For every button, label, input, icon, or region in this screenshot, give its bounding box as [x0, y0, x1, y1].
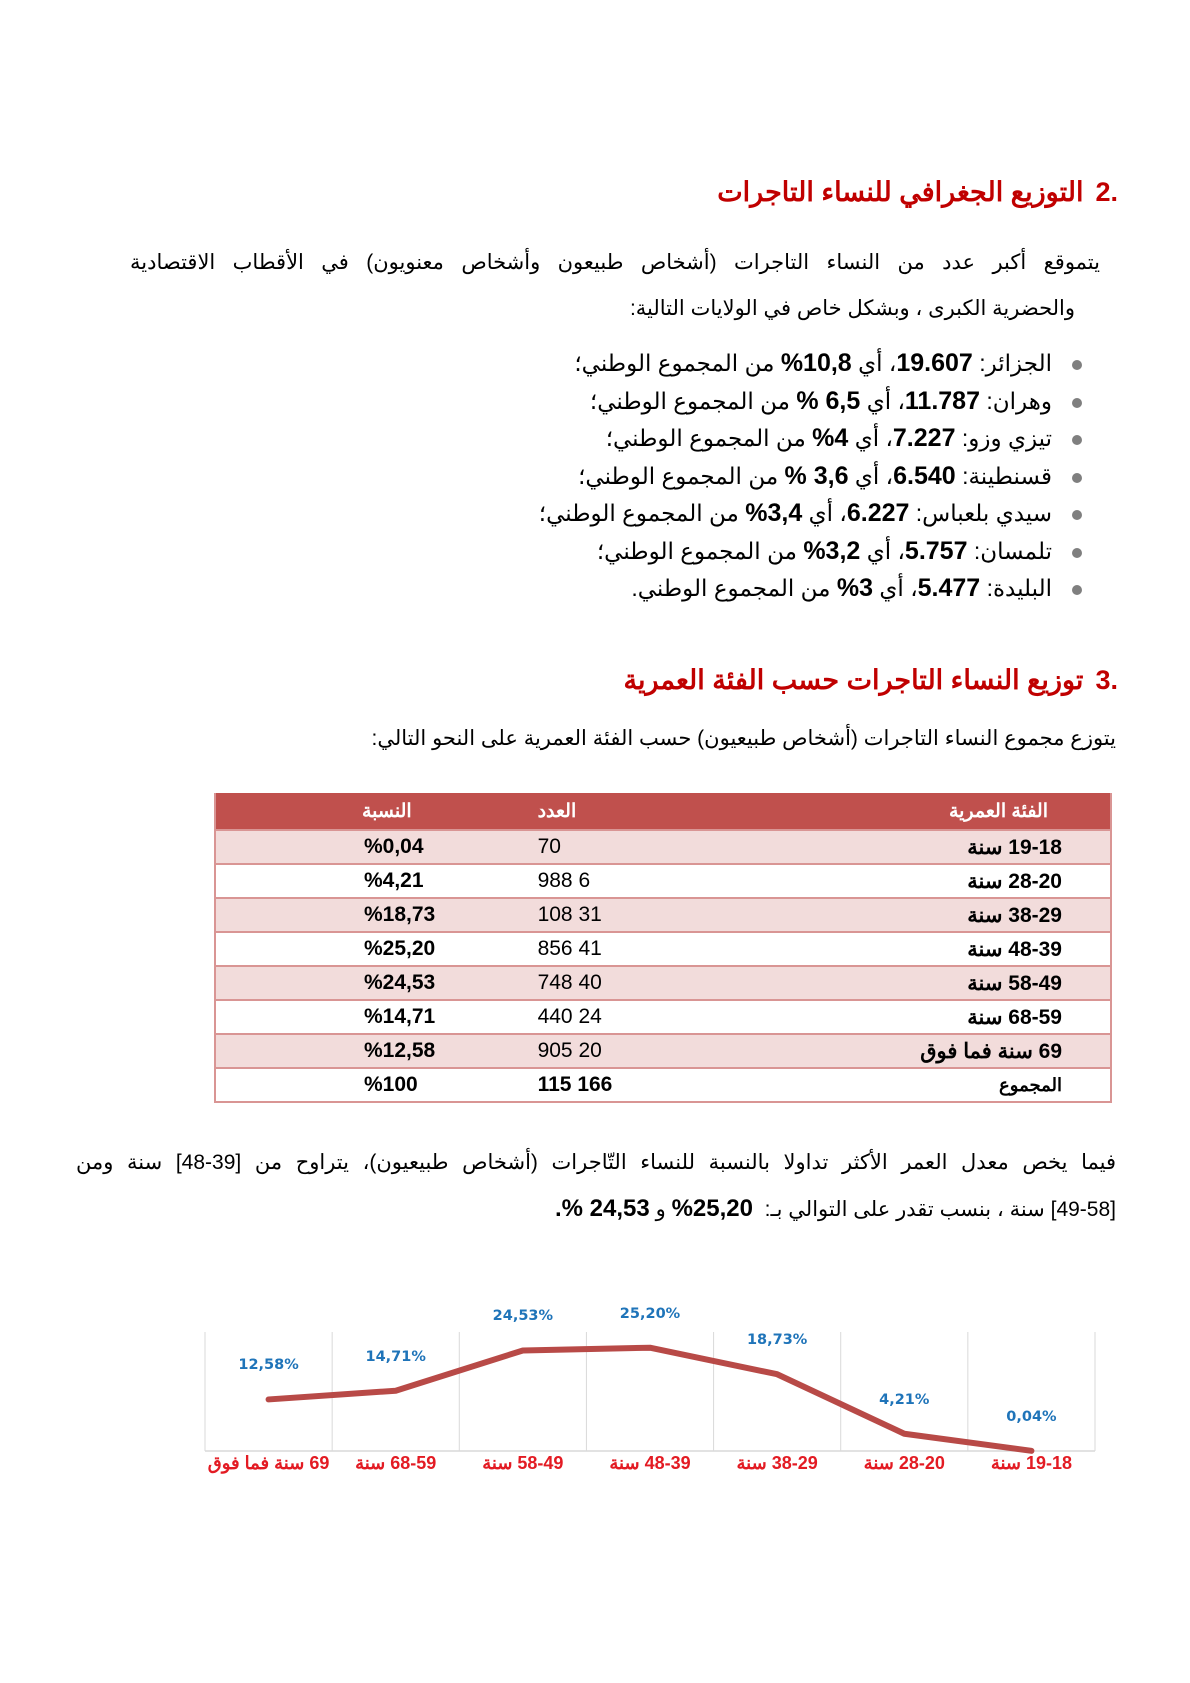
bullet-icon [1072, 360, 1082, 370]
section-3-intro: يتوزع مجموع النساء التاجرات (أشخاص طبيعيون) حسب الفئة العمرية على النحو التالي: [371, 727, 1116, 750]
section-2-number: .2 [1095, 177, 1118, 207]
table-row: 69 سنة فما فوق 20 905 %12,58 [215, 1034, 1111, 1068]
data-label: 24,53% [492, 1308, 554, 1325]
section-2-intro [130, 240, 1100, 332]
intro-line-2: والحضرية الكبرى ، وبشكل خاص في الولايات التالية: [629, 297, 1075, 320]
bullet-icon [1072, 398, 1082, 408]
x-axis-label: 69 سنة فما فوق [207, 1453, 330, 1473]
list-item: وهران: 11.787، أي 6,5 % من المجموع الوطني؛ [539, 383, 1082, 421]
data-label: 18,73% [746, 1332, 808, 1349]
header-percent: النسبة [215, 793, 538, 830]
table-row: 68-59 سنة 24 440 %14,71 [215, 1000, 1111, 1034]
x-axis-label: 48-39 سنة [609, 1453, 691, 1473]
section-2-title: التوزيع الجغرافي للنساء التاجرات [717, 177, 1084, 207]
table-row: 48-39 سنة 41 856 %25,20 [215, 932, 1111, 966]
bullet-icon [1072, 585, 1082, 595]
conclusion-paragraph [76, 1140, 1116, 1233]
section-3-number: .3 [1095, 665, 1118, 695]
conclusion-line-2: [49-58] سنة ، بنسب تقدر على التوالي بـ: 25,20% و 24,53 %. [554, 1195, 1116, 1222]
table-row: 58-49 سنة 40 748 %24,53 [215, 966, 1111, 1000]
header-count: العدد [538, 793, 789, 830]
data-label: 14,71% [365, 1348, 426, 1365]
list-item: تيزي وزو: 7.227، أي 4% من المجموع الوطني؛ [539, 420, 1082, 458]
x-axis-label: 19-18 سنة [990, 1453, 1073, 1473]
age-distribution-table [214, 793, 1112, 1103]
x-axis-label: 38-29 سنة [736, 1453, 818, 1473]
list-item: سيدي بلعباس: 6.227، أي 3,4% من المجموع الوطني؛ [539, 495, 1082, 533]
table-row: 38-29 سنة 31 108 %18,73 [215, 898, 1111, 932]
bullet-icon [1072, 548, 1082, 558]
table-header-row [215, 793, 1111, 830]
conclusion-line-1: فيما يخص معدل العمر الأكثر تداولا بالنسبة للنساء التّاجرات (أشخاص طبيعيون)، يتراوح من [39-48] سنة ومن [76, 1151, 1116, 1174]
section-2-heading [717, 177, 1118, 208]
data-label: 25,20% [619, 1305, 681, 1322]
list-item: تلمسان: 5.757، أي 3,2% من المجموع الوطني؛ [539, 533, 1082, 571]
data-label: 4,21% [879, 1391, 930, 1408]
list-item: قسنطينة: 6.540، أي 3,6 % من المجموع الوطني؛ [539, 458, 1082, 496]
section-3-title: توزيع النساء التاجرات حسب الفئة العمرية [623, 665, 1084, 695]
intro-line-1: يتموقع أكبر عدد من النساء التاجرات (أشخاص طبيعون وأشخاص معنويون) في الأقطاب الاقتصادية [130, 251, 1100, 274]
table-row: 28-20 سنة 6 988 %4,21 [215, 864, 1111, 898]
bullet-icon [1072, 435, 1082, 445]
data-label: 12,58% [238, 1357, 299, 1374]
data-label: 0,04% [1006, 1408, 1057, 1425]
x-axis-label: 28-20 سنة [863, 1453, 945, 1473]
x-axis-label: 58-49 سنة [482, 1453, 564, 1473]
list-item: الجزائر: 19.607، أي 10,8% من المجموع الوطني؛ [539, 345, 1082, 383]
bullet-icon [1072, 510, 1082, 520]
x-axis-label: 68-59 سنة [355, 1453, 437, 1473]
wilaya-list [539, 345, 1082, 608]
header-age-group: الفئة العمرية [788, 793, 1111, 830]
bullet-icon [1072, 473, 1082, 483]
table-row: 19-18 سنة 70 %0,04 [215, 830, 1111, 864]
table-total-row: المجموع 166 115 %100 [215, 1068, 1111, 1102]
section-3-heading [624, 665, 1118, 696]
list-item: البليدة: 5.477، أي 3% من المجموع الوطني. [539, 570, 1082, 608]
